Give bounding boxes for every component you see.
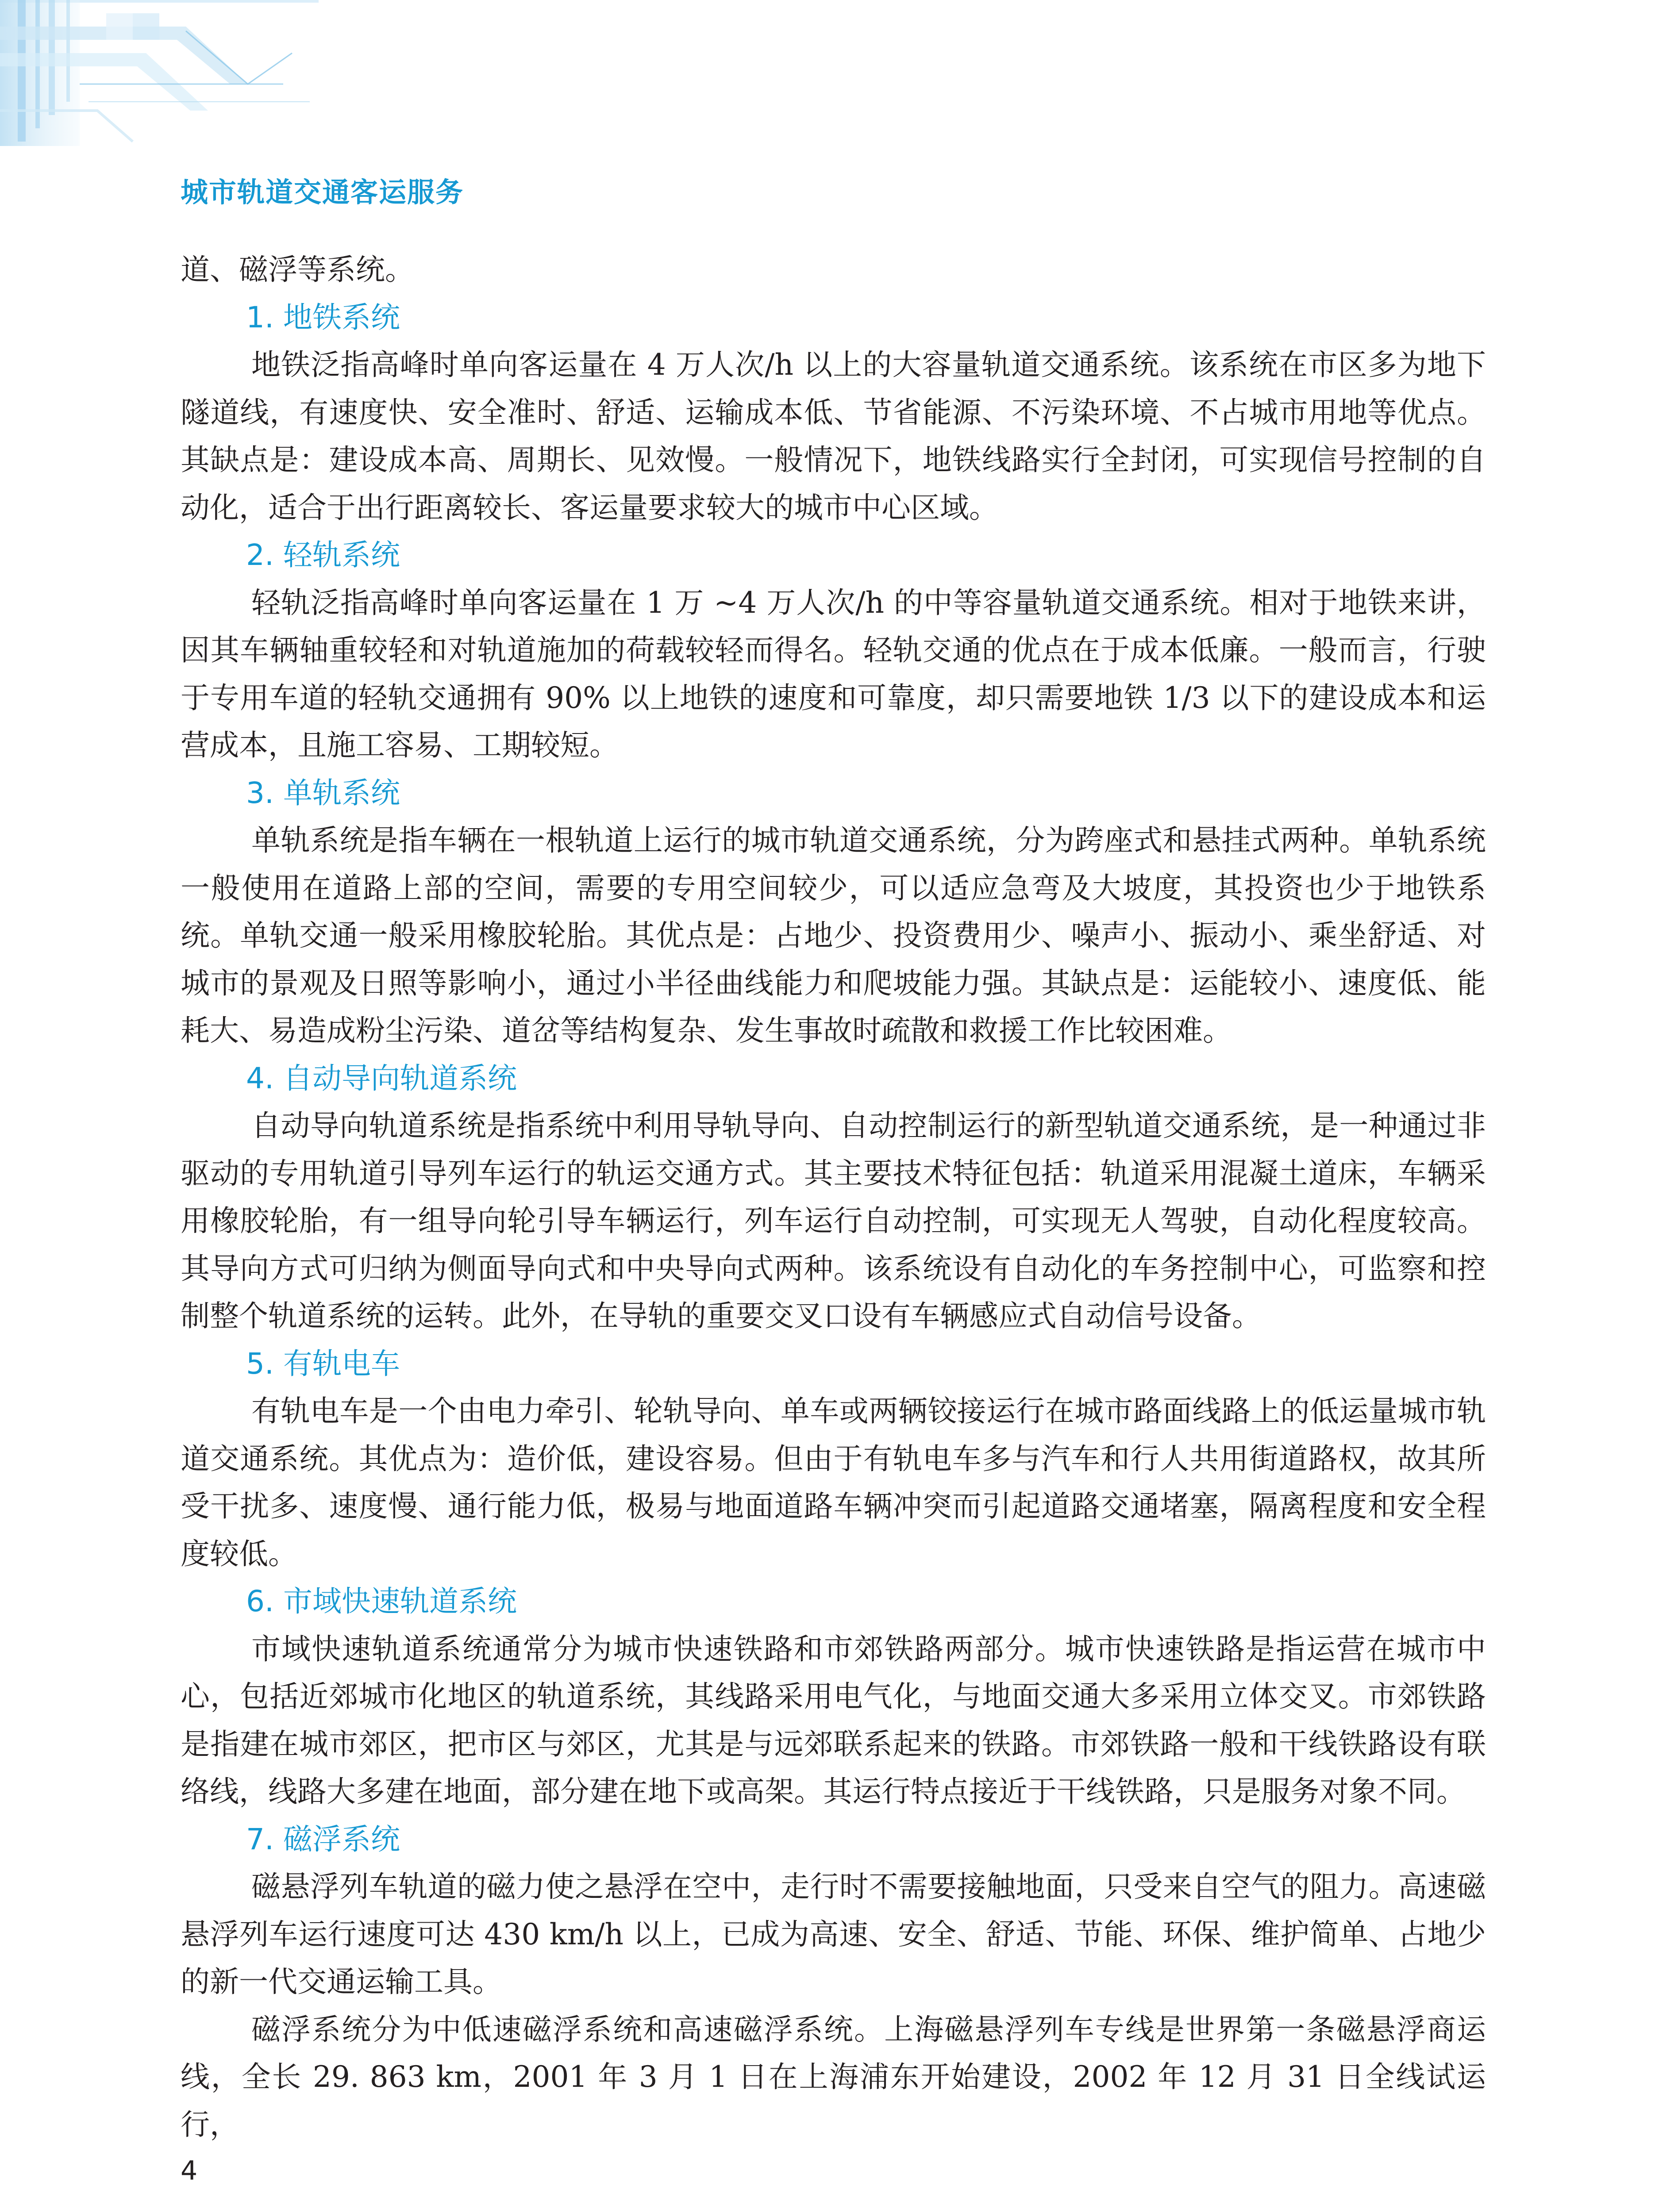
corner-decoration: [0, 0, 319, 177]
section-paragraph: 磁悬浮列车轨道的磁力使之悬浮在空中，走行时不需要接触地面，只受来自空气的阻力。高速磁悬浮列车运行速度可达 430 km/h 以上，已成为高速、安全、舒适、节能、环保、维护简单、占地少的新一代交通运输工具。: [181, 1870, 1486, 1999]
section-paragraph: 磁浮系统分为中低速磁浮系统和高速磁浮系统。上海磁悬浮列车专线是世界第一条磁悬浮商运线，全长 29. 863 km，2001 年 3 月 1 日在上海浦东开始建设，2002 年 12 月 31 日全线试运行，: [181, 2012, 1486, 2142]
page-number: 4: [181, 2155, 198, 2186]
section-heading: 7. 磁浮系统: [246, 1822, 400, 1856]
section-regional-rail: [181, 1578, 1486, 1816]
intro-paragraph: 道、磁浮等系统。: [181, 253, 414, 287]
section-light-rail: [181, 531, 1486, 769]
section-paragraph: 有轨电车是一个由电力牵引、轮轨导向、单车或两辆铰接运行在城市路面线路上的低运量城市轨道交通系统。其优点为：造价低，建设容易。但由于有轨电车多与汽车和行人共用街道路权，故其所受干扰多、速度慢、通行能力低，极易与地面道路车辆冲突而引起道路交通堵塞，隔离程度和安全程度较低。: [181, 1394, 1486, 1571]
section-subway: [181, 294, 1486, 532]
section-heading: 3. 单轨系统: [246, 776, 400, 810]
section-paragraph: 单轨系统是指车辆在一根轨道上运行的城市轨道交通系统，分为跨座式和悬挂式两种。单轨系统一般使用在道路上部的空间，需要的专用空间较少，可以适应急弯及大坡度，其投资也少于地铁系统。单轨交通一般采用橡胶轮胎。其优点是：占地少、投资费用少、噪声小、振动小、乘坐舒适、对城市的景观及日照等影响小，通过小半径曲线能力和爬坡能力强。其缺点是：运能较小、速度低、能耗大、易造成粉尘污染、道岔等结构复杂、发生事故时疏散和救援工作比较困难。: [181, 823, 1486, 1048]
section-heading: 2. 轻轨系统: [246, 538, 400, 572]
section-tram: [181, 1340, 1486, 1578]
running-head: 城市轨道交通客运服务: [181, 176, 464, 208]
body-text: [181, 246, 1486, 2148]
section-heading: 4. 自动导向轨道系统: [246, 1061, 517, 1095]
section-heading: 1. 地铁系统: [246, 300, 400, 334]
section-heading: 5. 有轨电车: [246, 1346, 400, 1381]
section-heading: 6. 市域快速轨道系统: [246, 1584, 517, 1618]
section-paragraph: 市域快速轨道系统通常分为城市快速铁路和市郊铁路两部分。城市快速铁路是指运营在城市中心，包括近郊城市化地区的轨道系统，其线路采用电气化，与地面交通大多采用立体交叉。市郊铁路是指建在城市郊区，把市区与郊区，尤其是与远郊联系起来的铁路。市郊铁路一般和干线铁路设有联络线，线路大多建在地面，部分建在地下或高架。其运行特点接近于干线铁路，只是服务对象不同。: [181, 1632, 1486, 1809]
section-paragraph: 轻轨泛指高峰时单向客运量在 1 万 ~4 万人次/h 的中等容量轨道交通系统。相对于地铁来讲，因其车辆轴重较轻和对轨道施加的荷载较轻而得名。轻轨交通的优点在于成本低廉。一般而言，行驶于专用车道的轻轨交通拥有 90% 以上地铁的速度和可靠度，却只需要地铁 1/3 以下的建设成本和运营成本，且施工容易、工期较短。: [181, 585, 1486, 762]
section-paragraph: 地铁泛指高峰时单向客运量在 4 万人次/h 以上的大容量轨道交通系统。该系统在市区多为地下隧道线，有速度快、安全准时、舒适、运输成本低、节省能源、不污染环境、不占城市用地等优点。其缺点是：建设成本高、周期长、见效慢。一般情况下，地铁线路实行全封闭，可实现信号控制的自动化，适合于出行距离较长、客运量要求较大的城市中心区域。: [181, 348, 1486, 525]
section-monorail: [181, 769, 1486, 1055]
section-maglev: [181, 1816, 1486, 2149]
section-paragraph: 自动导向轨道系统是指系统中利用导轨导向、自动控制运行的新型轨道交通系统，是一种通过非驱动的专用轨道引导列车运行的轨运交通方式。其主要技术特征包括：轨道采用混凝土道床，车辆采用橡胶轮胎，有一组导向轮引导车辆运行，列车运行自动控制，可实现无人驾驶，自动化程度较高。其导向方式可归纳为侧面导向式和中央导向式两种。该系统设有自动化的车务控制中心，可监察和控制整个轨道系统的运转。此外，在导轨的重要交叉口设有车辆感应式自动信号设备。: [181, 1109, 1486, 1333]
section-automated-guideway: [181, 1055, 1486, 1340]
